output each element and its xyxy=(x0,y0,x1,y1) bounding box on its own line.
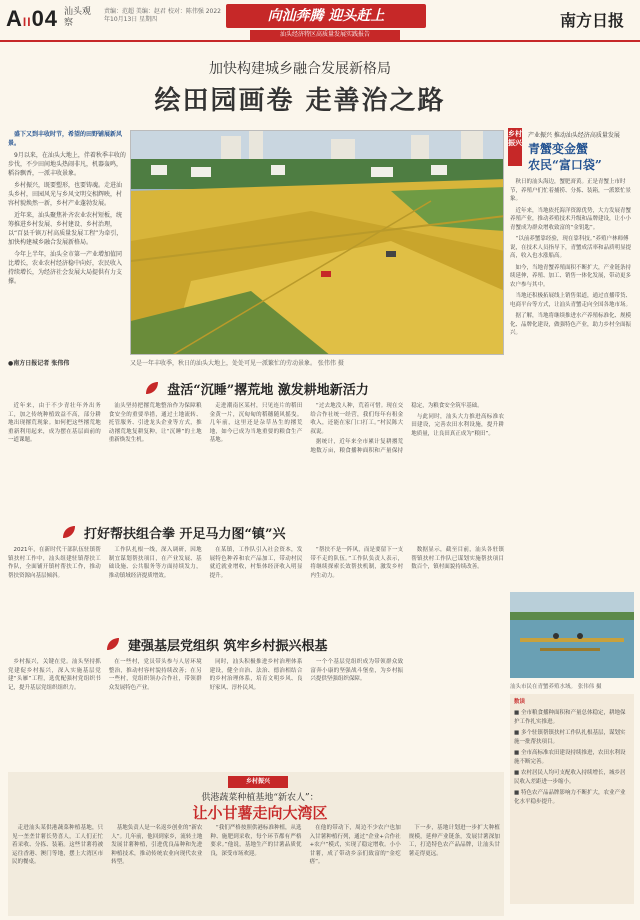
paragraph: 一个个基层党组织成为带领群众致富奔小康的坚强战斗堡垒，为乡村振兴提供坚强组织保障。 xyxy=(310,659,404,682)
paragraph: 2021年，在新时代干部队伍驻镇帮镇扶村工作中，汕头组建驻镇帮扶工作队，全面铺开镇村帮扶工作，推动帮扶资源向基层倾斜。 xyxy=(8,547,101,579)
paragraph: 秋日的汕头海边，蟹肥膏黄。正是青蟹上市时节，养殖户们忙着捕捞、分拣、装箱，一派繁忙景象。 xyxy=(510,179,632,202)
intro-lead: 盛下又到丰收时节，希望的田野铺展新风景。 xyxy=(8,131,123,147)
banner-slogan: 向汕奔腾 迎头赶上 xyxy=(226,4,426,28)
photo-caption: 又是一年丰收季，秋日的汕头大地上，处处可见一派繁忙的劳动景象。 张伟伟 摄 xyxy=(130,360,344,367)
section-1 xyxy=(8,378,504,522)
paragraph: 在某镇，工作队引入社会资本，发展特色种养和农产品加工，带动村民就近就业增收，村集体经济收入明显提升。 xyxy=(209,547,303,579)
paragraph: 数据显示，截至目前，汕头各驻镇帮镇扶村工作队已谋划实施帮扶项目数百个，镇村面貌持续改善。 xyxy=(411,547,504,570)
paragraph: 走进潮南区某村，只见连片的稻田金黄一片，沉甸甸的稻穗随风摇曳。几年前，这里还是杂草丛生的撂荒地，如今已成为当地重要的粮食生产基地。 xyxy=(209,403,303,443)
section-heading xyxy=(8,522,504,542)
right-photo-caption: 汕头市民在青蟹养殖水域。 张伟伟 摄 xyxy=(510,684,602,690)
right-badge: 乡村振兴 xyxy=(508,128,522,166)
paragraph: 在他的带动下，周边不少农户也加入甘薯种植行列，通过“企业+合作社+农户”模式，实现了稳定增收。小小甘薯，成了带动乡亲们致富的“金疙瘩”。 xyxy=(309,825,401,865)
intro-text xyxy=(8,130,126,289)
section-body xyxy=(8,546,504,638)
right-text xyxy=(510,178,634,588)
section-heading xyxy=(8,634,504,654)
data-box-title: 数读 xyxy=(514,699,526,705)
reporter-byline: ●南方日报记者 张伟伟 xyxy=(8,360,70,367)
main-photo-farmland xyxy=(130,130,504,355)
paragraph: 近年来，由于不少青壮年外出务工，加之传统种植效益不高，部分耕地出现撂荒现象。如何把这些撂荒地重新利用起来，成为摆在基层面前的一道课题。 xyxy=(8,403,101,443)
headline-main: 绘田园画卷 走善治之路 xyxy=(154,86,446,116)
data-box xyxy=(510,694,634,904)
paragraph: 乡村振兴，关键在党。汕头坚持抓党建促乡村振兴，深入实施基层党建“头雁”工程，选优配强村党组织书记，提升基层党组织组织力。 xyxy=(8,659,101,691)
intro-paragraph: 乡村振兴，既要塑形，也要铸魂。走进汕头乡村，田园风光与乡风文明交相辉映，村容村貌焕然一新，乡村产业蓬勃发展。 xyxy=(8,182,123,207)
section-body xyxy=(8,402,504,522)
data-box-item: ■ 农村居民人均可支配收入持续增长，城乡居民收入差距进一步缩小。 xyxy=(514,770,626,785)
leaf-icon xyxy=(104,635,122,653)
section-2 xyxy=(8,522,504,638)
sub-banner: 汕头经济特区高质量发展实践报告 xyxy=(250,30,400,40)
paragraph: “我们严格按照供港标准种植，从选种、施肥到采收，每个环节都有严格要求。”他说，基地生产的甘薯品质优良，深受市场欢迎。 xyxy=(210,825,302,857)
paragraph: “以前养蟹靠经验，现在靠科技。”养殖户林师傅说，在技术人员指导下，青蟹成活率和品质明显提高，收入也水涨船高。 xyxy=(510,236,632,259)
paragraph: 走进汕头某供港蔬菜种植基地，只见一垄垄甘薯长势喜人，工人们正忙着采收、分拣、装箱。这些甘薯将被运往香港、澳门等地，摆上大湾区市民的餐桌。 xyxy=(12,825,104,865)
page-number: AII04 xyxy=(6,6,59,31)
paragraph: 在一些村，党员带头参与人居环境整治，推动村容村貌持续改善；在另一些村，党组织领办合作社，带领群众发展特色产业。 xyxy=(108,659,202,691)
data-box-item: ■ 特色农产品品牌影响力不断扩大，农业产业化水平稳步提升。 xyxy=(514,790,626,805)
paragraph: 同时，汕头积极推进乡村治理体系建设，健全自治、法治、德治相结合的乡村治理体系，培育文明乡风、良好家风、淳朴民风。 xyxy=(209,659,303,691)
section-title: 打好帮扶组合拳 开足马力图“镇”兴 xyxy=(84,526,286,542)
paragraph: 据了解，当地将继续推进水产养殖标准化、规模化、品牌化建设，做强特色产业，助力乡村全面振兴。 xyxy=(510,313,632,336)
intro-paragraph: 今年上半年，汕头全市第一产业增加值同比增长，农业农村经济稳中向好，农民收入持续增长，为经济社会发展大局提供有力支撑。 xyxy=(8,251,123,285)
intro-paragraph: 9月以来，在汕头大地上，伴着秋季丰收的步伐，不少田间地头热闹非凡，机器轰鸣，稻谷飘香，一派丰收景象。 xyxy=(8,152,126,177)
bottom-title: 让小甘薯走向大湾区 xyxy=(192,804,328,822)
bottom-kicker: 供港蔬菜种植基地“新农人”： xyxy=(201,793,319,803)
paragraph: 当地还积极拓展线上销售渠道，通过直播带货、电商平台等方式，让汕头青蟹走向全国各地市场。 xyxy=(510,293,632,308)
paragraph: 据统计，近年来全市累计复耕撂荒地数万亩，粮食播种面积和产量保持稳定，为粮食安全筑牢基础。 xyxy=(310,403,483,454)
section-title: 建强基层党组织 筑牢乡村振兴根基 xyxy=(128,638,328,654)
paragraph: 基地负责人是一名返乡创业的“新农人”。几年前，他回到家乡，流转土地发展甘薯种植，引进优良品种和先进种植技术，推动传统农业向现代农业转型。 xyxy=(111,825,203,865)
newspaper-logo: 南方日报 xyxy=(560,11,625,30)
edit-meta: 责编：范超 美编：赵君 校对：陈伟强 2022年10月13日 星期四 xyxy=(104,8,221,23)
section-name: 汕头观察 xyxy=(64,7,92,28)
section-title: 盘活“沉睡”撂荒地 激发耕地新活力 xyxy=(167,382,369,398)
headline-kicker: 加快构建城乡融合发展新格局 xyxy=(209,61,391,77)
paragraph: “帮扶不是一阵风，而是要留下一支带不走的队伍。”工作队负责人表示，将继续探索长效帮扶机制，激发乡村内生动力。 xyxy=(310,547,404,579)
intro-paragraph: 近年来，汕头聚焦补齐农业农村短板，统筹推进乡村发展、乡村建设、乡村治理，以“百县千镇万村高质量发展工程”为牵引，加快构建城乡融合发展新格局。 xyxy=(8,212,123,246)
data-box-item: ■ 多个驻镇帮镇扶村工作队扎根基层，谋划实施一批帮扶项目。 xyxy=(514,730,626,745)
right-title-1: 青蟹变金蟹 xyxy=(528,142,589,156)
paragraph: 下一步，基地计划进一步扩大种植规模，延伸产业链条，发展甘薯深加工，打造特色农产品品牌，让汕头甘薯走得更远。 xyxy=(408,825,500,857)
right-title-2: 农民“富口袋” xyxy=(528,158,602,172)
paragraph: 工作队扎根一线，深入调研，因地制宜谋划帮扶项目，在产业发展、基础设施、公共服务等方面持续发力，推动镇域经济提质增效。 xyxy=(108,547,202,579)
crab-farm-photo xyxy=(510,592,634,678)
paragraph: “过去地没人种，荒着可惜。现在交给合作社统一经营，我们每年有租金收入，还能在家门口打工。”村民陈大叔说。 xyxy=(310,403,404,435)
paragraph: 近年来，当地依托海洋资源优势，大力发展青蟹养殖产业，推动养殖技术升级和品牌建设，让小小青蟹成为群众增收致富的“金钥匙”。 xyxy=(510,207,632,231)
paragraph: 汕头坚持把撂荒地整治作为保障粮食安全的重要举措，通过土地流转、托管服务、引进龙头企业等方式，推动撂荒地复耕复种，让“沉睡”的土地重新焕发生机。 xyxy=(108,403,202,443)
bottom-tag: 乡村振兴 xyxy=(228,776,288,788)
data-box-item: ■ 全市粮食播种面积和产量总体稳定，耕地保护工作扎实推进。 xyxy=(514,710,626,725)
section-3 xyxy=(8,634,504,764)
paragraph: 与此同时，汕头大力推进高标准农田建设，完善农田水利设施，提升耕地质量，让良田真正成为“粮田”。 xyxy=(411,413,504,437)
bottom-body xyxy=(12,824,500,914)
leaf-icon xyxy=(60,523,78,541)
data-box-item: ■ 全市高标准农田建设持续推进，农田水利设施不断完善。 xyxy=(514,750,626,765)
section-body xyxy=(8,658,504,764)
leaf-icon xyxy=(143,379,161,397)
paragraph: 如今，当地青蟹养殖面积不断扩大，产业链条持续延伸，养殖、加工、销售一体化发展，带动更多农户参与其中。 xyxy=(510,264,632,288)
section-heading xyxy=(8,378,504,398)
right-subtitle: 产业振兴 推动汕头经济高质量发展 xyxy=(528,132,620,139)
